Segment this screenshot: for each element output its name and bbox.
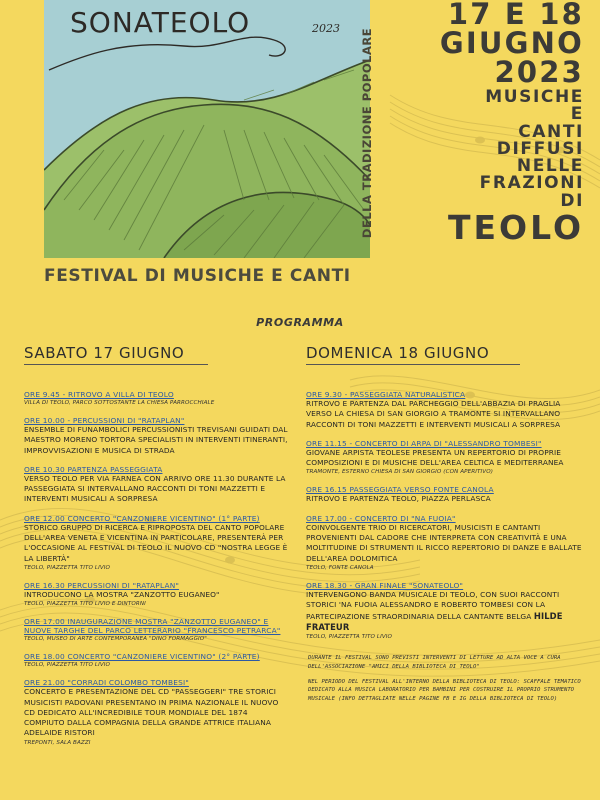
event-description (24, 687, 290, 738)
event-heading: ORE 18.00 CONCERTO "CANZONIERE VICENTINO" (2° PARTE) (24, 652, 260, 662)
event-location: TEOLO, PIAZZETTA TITO LIVIO (24, 662, 111, 669)
event-heading: ORE 10.00 - PERCUSSIONI DI "RATAPLAN" (24, 416, 185, 425)
event-location: TRAMONTE, ESTERNO CHIESA DI SAN GIORGIO (CON APERITIVO) (306, 469, 494, 476)
event-item (24, 581, 290, 608)
logo-text: SONATEOLO (70, 6, 251, 39)
event-item (306, 439, 588, 477)
event-description (306, 590, 588, 633)
sunday-events (306, 390, 588, 650)
sunday-header: DOMENICA 18 GIUGNO (306, 344, 520, 365)
event-description-text: RITROVO E PARTENZA TEOLO, PIAZZA PERLASCA (306, 494, 491, 504)
programma-heading: PROGRAMMA (256, 316, 344, 329)
note-paragraph: DURANTE IL FESTIVAL SONO PREVISTI INTERVENTI DI LETTURE AD ALTA VOCE A CURA DELL'ASSOCIAZIONE "AMICI DELLA BIBLIOTECA DI TEOLO" (308, 655, 561, 670)
event-description (24, 523, 290, 564)
festival-title: FESTIVAL DI MUSICHE E CANTI (44, 266, 351, 286)
event-description (24, 474, 290, 505)
event-location: TEOLO, PIAZZETTA TITO LIVIO (24, 564, 111, 571)
event-description-text: RITROVO E PARTENZA DAL PARCHEGGIO DELL'ABBAZIA DI PRAGLIA VERSO LA CHIESA DI SAN GIORGIO A TRAMONTE SI INTERVALLANO RACCONTI DI TONI MAZZETTI E INTERVENTI MUSICALI A SORPRESA (306, 399, 561, 429)
side-label-text: DELLA TRADIZIONE POPOLARE (360, 27, 374, 238)
event-item (24, 678, 290, 746)
event-description-text: COINVOLGENTE TRIO DI RICERCATORI, MUSICISTI E CANTANTI PROVENIENTI DAL CADORE CHE INTERPRETA CON CREATIVITÀ E UNA MOLTITUDINE DI STRUMENTI IL RICCO REPERTORIO DI DANZE E BALLATE DELL'AREA DOLOMITICA (306, 522, 582, 563)
event-item (306, 581, 588, 641)
event-item (24, 390, 290, 407)
event-description-text: INTERVENGONO BANDA MUSICALE DI TEOLO, CON SUOI RACCONTI STORICI 'NA FUOIA ALESSANDRO E ROBERTO TOMBESI CON LA PARTECIPAZIONE STRAORDINARIA DELLA CANTANTE BELGA (306, 589, 560, 621)
saturday-header: SABATO 17 GIUGNO (24, 344, 208, 365)
tagline-line: NELLE (516, 156, 584, 177)
event-highlight: HILDE FRATEUR (306, 610, 563, 632)
logo-year: 2023 (312, 22, 340, 35)
event-description-text: ENSEMBLE DI FUNAMBOLICI PERCUSSIONISTI TREVISANI GUIDATI DAL MAESTRO MORENO TORTORA SPECIALISTI IN INTERVENTI ITINERANTI, IMPROVVISAZIONI E MUSICA DI STRADA (24, 425, 288, 455)
tagline-line: FRAZIONI (479, 173, 584, 194)
event-location: TEOLO, PIAZZETTA TITO LIVIO (306, 634, 393, 641)
date-days: 17 E 18 (447, 0, 584, 31)
event-description (306, 399, 588, 430)
event-heading: ORE 21.00 "CORRADI COLOMBO TOMBESI" (24, 678, 189, 688)
event-description (306, 523, 588, 564)
event-item (24, 514, 290, 572)
event-item (24, 416, 290, 456)
event-heading: ORE 9.30 - PASSEGGIATA NATURALISTICA (306, 390, 466, 399)
event-item (306, 485, 588, 504)
tagline (440, 89, 584, 210)
event-heading: ORE 10.30 PARTENZA PASSEGGIATA (24, 464, 163, 474)
town-name: TEOLO (447, 208, 584, 248)
event-heading: ORE 17.00 INAUGURAZIONE MOSTRA "ZANZOTTO EUGANEO" E NUOVE TARGHE DEL PARCO LETTERARIO "FRANCESCO PETRARCA" (24, 617, 281, 636)
event-description-text: CONCERTO E PRESENTAZIONE DEL CD "PASSEGGERI" TRE STORICI MUSICISTI PADOVANI PRESENTANO IN PRIMA NAZIONALE IL NUOVO CD DEDICATO ALL'INCREDIBILE TOUR MONDIALE DEL 1874 COMPIUTO DALLA COMPAGNIA DELLA GRANDE ATTRICE ITALIANA ADELAIDE RISTORI (24, 687, 279, 738)
event-location: TEOLO, FONTE CANOLA (306, 564, 374, 571)
event-item (24, 652, 290, 669)
event-location: VILLA DI TEOLO, PARCO SOTTOSTANTE LA CHIESA PARROCCHIALE (24, 400, 215, 406)
event-heading: ORE 12.00 CONCERTO "CANZONIERE VICENTINO" (1° PARTE) (24, 513, 260, 523)
event-location: TEOLO, MUSEO DI ARTE CONTEMPORANEA "DINO FORMAGGIO" (24, 636, 207, 643)
date-month: GIUGNO (439, 26, 584, 60)
event-item (24, 617, 290, 643)
tagline-line: E (570, 104, 584, 125)
event-item (306, 390, 588, 430)
event-item (24, 465, 290, 505)
saturday-events (24, 390, 290, 756)
event-heading: ORE 11.15 - CONCERTO DI ARPA DI "ALESSANDRO TOMBESI" (306, 438, 542, 448)
event-description-text: INTRODUCONO LA MOSTRA "ZANZOTTO EUGANEO" (24, 589, 220, 599)
event-description (24, 425, 290, 456)
event-description-text: STORICO GRUPPO DI RICERCA E RIPROPOSTA DEL CANTO POPOLARE DELL'AREA VENETA E VICENTINA IN PARTICOLARE, PRESENTERÀ PER L'OCCASIONE AL FESTIVAL DI TEOLO IL NUOVO CD "NOSTRA LEGGE È LA LIBERTÀ" (24, 522, 288, 563)
hills-artwork (44, 0, 370, 258)
tagline-line: CANTI (518, 121, 584, 142)
event-heading: ORE 16.30 PERCUSSIONI DI "RATAPLAN" (24, 580, 180, 590)
event-heading: ORE 17.00 - CONCERTO DI "NA FUOIA" (306, 513, 456, 523)
event-description (24, 590, 290, 600)
event-description (306, 494, 588, 504)
event-heading: ORE 16.15 PASSEGGIATA VERSO FONTE CANOLA (306, 485, 494, 495)
event-description-text: VERSO TEOLO PER VIA FARNEA CON ARRIVO ORE 11.30 DURANTE LA PASSEGGIATA SI INTERVALLANO RACCONTI DI TONI MAZZETTI E INTERVENTI MUSICALI A SORPRESA (24, 473, 286, 504)
date-year: 2023 (494, 55, 584, 89)
event-item (306, 514, 588, 572)
tagline-line: MUSICHE (485, 87, 584, 107)
event-heading: ORE 18.30 - GRAN FINALE "SONATEOLO" (306, 580, 464, 590)
event-description (306, 448, 588, 469)
festival-notes (308, 654, 592, 710)
event-description-text: GIOVANE ARPISTA TEOLESE PRESENTA UN REPERTORIO DI PROPRIE COMPOSIZIONI E DI MUSICHE DELL'AREA CELTICA E MEDITERRANEA (306, 447, 564, 468)
event-location: TEOLO, PIAZZETTA TITO LIVIO E DINTORNI (24, 601, 146, 608)
event-location: TREPONTI, SALA BAZZI (24, 739, 91, 746)
tagline-line: DI (560, 190, 584, 211)
side-label (356, 0, 378, 265)
note-paragraph: NEL PERIODO DEL FESTIVAL ALL'INTERNO DELLA BIBLIOTECA DI TEOLO: SCAFFALE TEMATICO DEDICATO ALLA MUSICA LABORATORIO PER BAMBINI PER COSTRUIRE IL PROPRIO STRUMENTO MUSICALE (INFO DETTAGLIATE NELLE PAGINE FB E IG DELLA BIBLIOTECA DI TEOLO) (308, 678, 581, 703)
event-dates-block (440, 0, 584, 246)
tagline-line: DIFFUSI (496, 138, 584, 159)
event-heading: ORE 9.45 - RITROVO A VILLA DI TEOLO (24, 390, 174, 399)
